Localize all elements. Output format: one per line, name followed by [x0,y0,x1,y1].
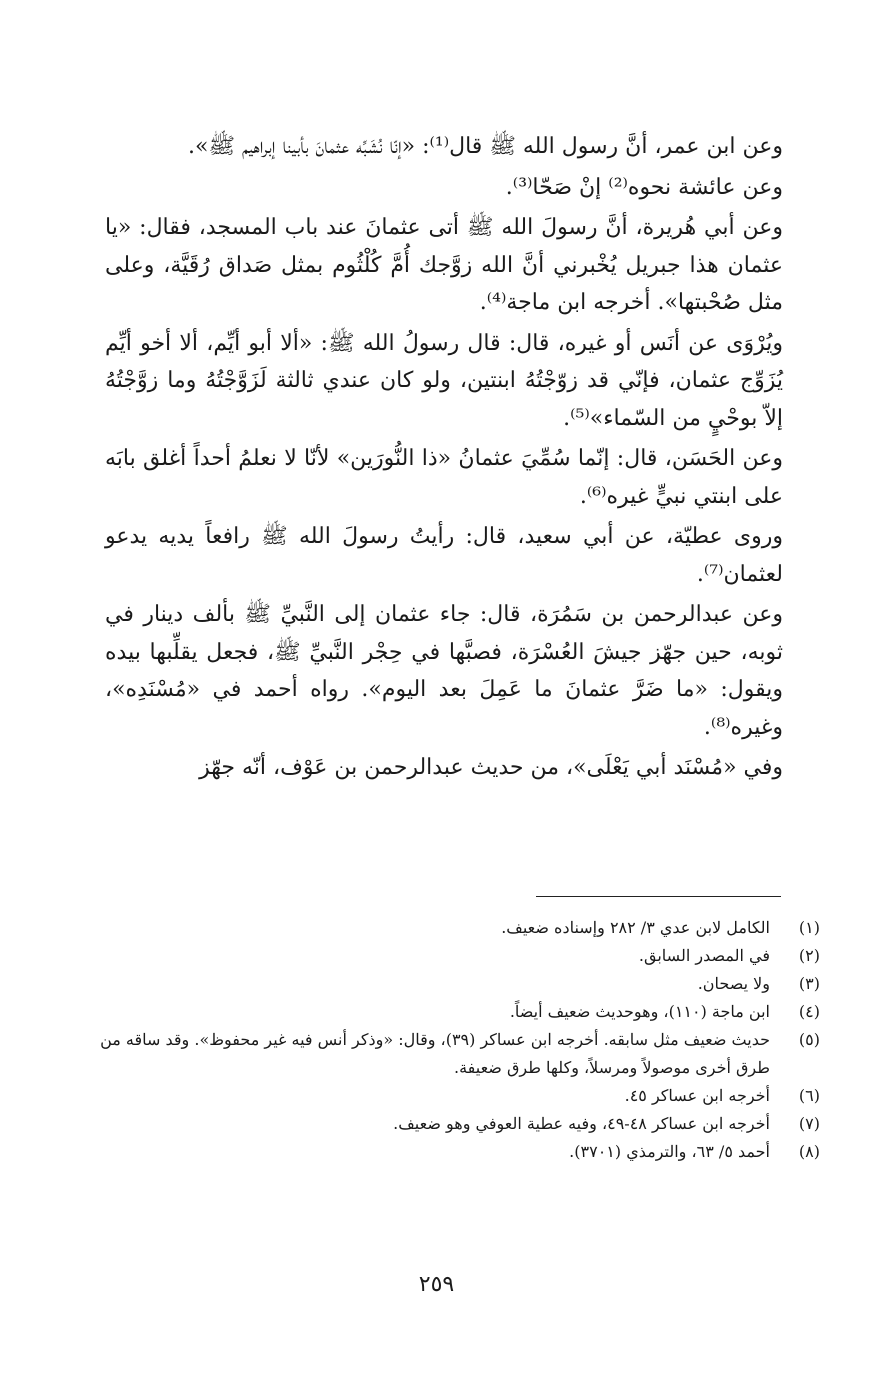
footnote-number: (٢) [798,946,820,965]
paragraph-4: ويُرْوَى عن أنَس أو غيره، قال: قال رسولُ الله ﷺ: «ألا أبو أيِّم، ألا أخو أيِّم يُزَوِّج عثمان، فإنّي قد زوّجْتُهُ ابنتين، ولو كان عندي ثالثة لَزَوَّجْتُهُ وما زوَّجْتُهُ إلاّ بوحْيٍ من السّماء»⁽⁵⁾. [105,330,783,431]
footnote-number: (٧) [798,1114,820,1133]
paragraph-3: وعن أبي هُريرة، أنَّ رسولَ الله ﷺ أتى عثمانَ عند باب المسجد، فقال: «يا عثمان هذا جبريل يُخْبرني أنَّ الله زوَّجك أُمَّ كُلْثُوم بمثل صَداق رُقَيَّة، وعلى مثل صُحْبتها». أخرجه ابن ماجة⁽⁴⁾. [105,215,783,315]
footnote-text: في المصدر السابق. [638,946,770,965]
footnote-text: حديث ضعيف مثل سابقه. أخرجه ابن عساكر (٣٩)، وقال: «وذكر أنس فيه غير محفوظ». وقد ساقه من طرق أخرى موصولاً ومرسلاً، وكلها طرق ضعيفة. [100,1030,770,1077]
footnote [100,970,820,998]
footnote [100,1082,820,1110]
footnote [100,914,820,942]
footnote-text: أحمد ٥/ ٦٣، والترمذي (٣٧٠١). [569,1142,770,1161]
footnote-text: ابن ماجة (١١٠)، وهوحديث ضعيف أيضاً. [509,1002,770,1021]
paragraph-5: وعن الحَسَن، قال: إنّما سُمِّيَ عثمانُ «ذا النُّورَين» لأنّا لا نعلمُ أحداً أغلق بابَه على ابنتي نبيٍّ غيره⁽⁶⁾. [105,446,783,509]
paragraph-7: وعن عبدالرحمن بن سَمُرَة، قال: جاء عثمان إلى النَّبيِّ ﷺ بألف دينار في ثوبه، حين جهّز جيشَ العُسْرَة، فصبَّها في حِجْر النَّبيِّ ﷺ، فجعل يقلِّبها بيده ويقول: «ما ضَرَّ عثمانَ ما عَمِلَ بعد اليوم». رواه أحمد في «مُسْنَدِه»، وغيره⁽⁸⁾. [105,602,783,740]
footnote-text: أخرجه ابن عساكر ٤٨-٤٩، وفيه عطية العوفي وهو ضعيف. [393,1114,770,1133]
main-text [105,128,783,790]
page-number: ٢٥٩ [418,1272,455,1297]
footnote [100,1026,820,1082]
footnote-text: أخرجه ابن عساكر ٤٥. [624,1086,770,1105]
footnote-number: (٦) [798,1086,820,1105]
paragraph-1: وعن ابن عمر، أنَّ رسول الله ﷺ قال⁽¹⁾: «إنّا نُشَبِّه عثمانَ بأبينا إبراهيم ﷺ». [188,134,783,159]
footnote-number: (٨) [798,1142,820,1161]
footnote [100,1110,820,1138]
footnote [100,1138,820,1166]
footnote-number: (١) [798,918,820,937]
footnote-number: (٤) [798,1002,820,1021]
footnote-number: (٣) [798,974,820,993]
paragraph-6: وروى عطيّة، عن أبي سعيد، قال: رأيتُ رسولَ الله ﷺ رافعاً يديه يدعو لعثمان⁽⁷⁾. [105,524,783,587]
paragraph-2: وعن عائشة نحوه⁽²⁾ إنْ صَحّا⁽³⁾. [505,174,783,200]
footnote [100,942,820,970]
paragraph-8: وفي «مُسْنَد أبي يَعْلَى»، من حديث عبدالرحمن بن عَوْف، أنّه جهّز [199,755,783,780]
footnote-divider [536,896,781,897]
footnote-text: الكامل لابن عدي ٣/ ٢٨٢ وإسناده ضعيف. [501,918,770,937]
footnote-text: ولا يصحان. [697,974,770,993]
footnotes [100,914,820,1166]
footnote [100,998,820,1026]
footnote-number: (٥) [798,1030,820,1049]
